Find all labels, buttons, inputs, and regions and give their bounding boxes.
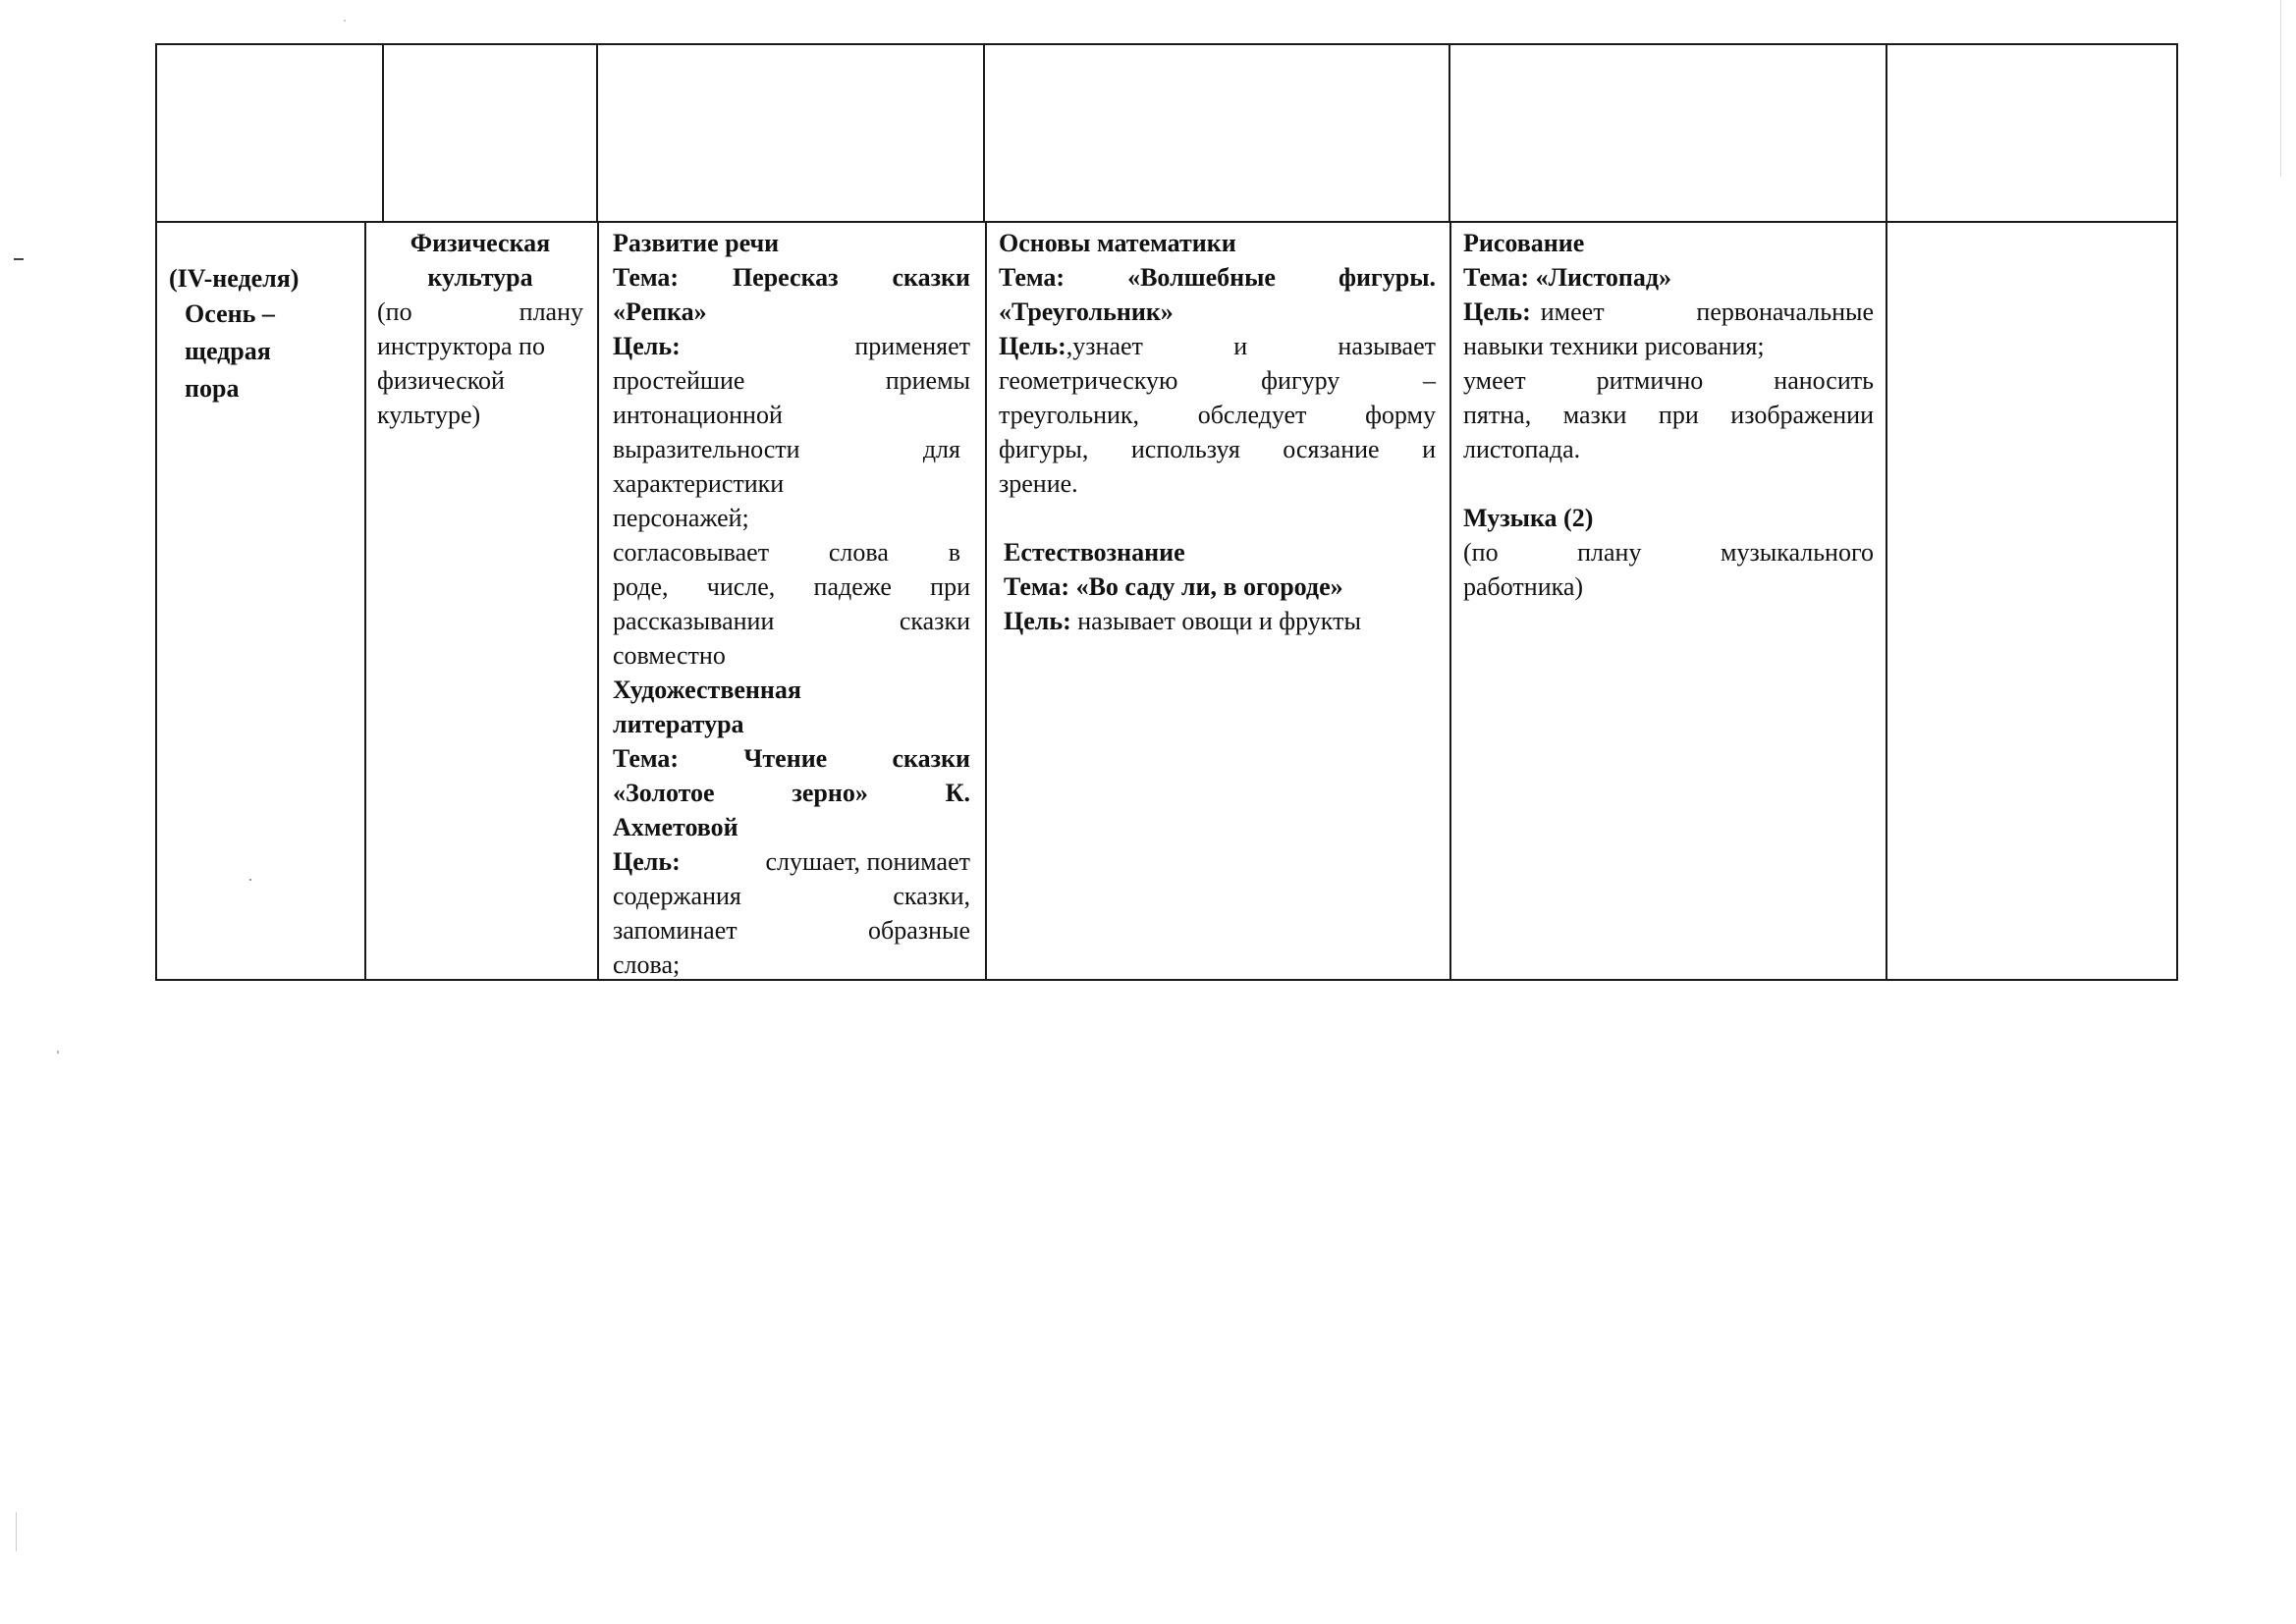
mathematics-cell: [999, 226, 1436, 638]
pe-text-line: культуре): [377, 401, 481, 429]
drawing-goal-text: имеет первоначальные: [1540, 298, 1874, 326]
math-subject: Основы математики: [999, 229, 1236, 257]
natural-science-goal: [999, 604, 1436, 638]
scan-dust: [344, 20, 346, 22]
drawing-goal-line: навыки техники рисования;: [1463, 332, 1765, 360]
speech-theme: «Репка»: [613, 298, 707, 326]
week-title-line: щедрая: [185, 337, 271, 365]
scan-edge-line: [2280, 0, 2281, 177]
drawing-theme: Тема: «Листопад»: [1463, 263, 1672, 292]
drawing-goal-label: Цель:: [1463, 298, 1531, 326]
literature-goal-label: Цель:: [613, 847, 681, 876]
drawing-goal-line: умеет ритмично наносить: [1463, 366, 1874, 395]
math-goal-text: ,узнает и называет: [1066, 332, 1436, 360]
math-theme: Тема: «Волшебные фигуры.: [999, 263, 1436, 292]
speech-goal-line: роде, числе, падеже при: [613, 572, 970, 601]
column-divider: [597, 221, 599, 981]
spacer: [1463, 466, 1874, 501]
table-border-bottom: [155, 979, 2178, 981]
column-divider: [983, 43, 985, 222]
literature-goal-line: запоминает образные: [613, 916, 970, 945]
lesson-plan-table: [155, 43, 2178, 981]
music-subject: Музыка (2): [1463, 504, 1594, 532]
math-goal-line: зрение.: [999, 469, 1078, 498]
spacer: [999, 501, 1436, 535]
speech-development-cell: [613, 226, 970, 982]
speech-goal-line: совместно: [613, 641, 726, 670]
math-goal-label: Цель:: [999, 332, 1066, 360]
scan-mark: [14, 258, 24, 260]
literature-theme: Тема: Чтение сказки: [613, 744, 970, 773]
drawing-goal-line: [1463, 295, 1874, 329]
week-cell: [169, 261, 360, 407]
math-goal-line: [999, 329, 1436, 363]
column-divider: [596, 43, 598, 222]
speech-goal-line: интонационной: [613, 401, 783, 429]
drawing-cell: [1463, 226, 1874, 604]
speech-goal-line: выразительности для: [613, 435, 960, 463]
literature-theme: «Золотое зерно» К.: [613, 779, 970, 807]
table-row-divider: [155, 221, 2178, 223]
drawing-goal-line: листопада.: [1463, 435, 1581, 463]
column-divider: [985, 221, 987, 981]
pe-text-line: (по плану: [377, 298, 583, 326]
table-border-top: [155, 43, 2178, 45]
speech-goal-line: персонажей;: [613, 504, 749, 532]
speech-goal-line: характеристики: [613, 469, 785, 498]
literature-subject: литература: [613, 710, 744, 738]
table-border-left: [155, 43, 157, 981]
speech-goal-label: Цель:: [613, 332, 681, 360]
physical-education-cell: [377, 226, 583, 432]
speech-goal-line: рассказывании сказки: [613, 607, 970, 635]
math-theme: «Треугольник»: [999, 298, 1174, 326]
math-goal-line: фигуры, используя осязание и: [999, 435, 1436, 463]
literature-subject: Художественная: [613, 676, 801, 704]
column-divider: [1886, 43, 1887, 222]
speech-subject: Развитие речи: [613, 229, 780, 257]
speech-goal-text: применяет: [854, 332, 970, 360]
literature-goal-line: [613, 844, 970, 879]
speech-goal-line: [613, 329, 970, 363]
pe-text-line: физической: [377, 366, 505, 395]
scan-dust: [249, 879, 251, 881]
natural-science-subject: Естествознание: [1004, 538, 1185, 567]
column-divider: [382, 43, 384, 222]
week-title-line: пора: [185, 374, 240, 403]
literature-goal-line: слова;: [613, 950, 681, 979]
column-divider: [1449, 43, 1450, 222]
natural-science-goal-label: Цель:: [1004, 607, 1071, 635]
music-text-line: (по плану музыкального: [1463, 538, 1874, 567]
week-label: (IV-неделя): [169, 264, 300, 293]
speech-theme: Тема: Пересказ сказки: [613, 263, 970, 292]
music-text-line: работника): [1463, 572, 1584, 601]
drawing-goal-line: пятна, мазки при изображении: [1463, 401, 1874, 429]
literature-goal-text: слушает, понимает: [765, 847, 970, 876]
natural-science-theme: Тема: «Во саду ли, в огороде»: [1004, 572, 1343, 601]
speech-goal-line: согласовывает слова в: [613, 538, 960, 567]
pe-title: Физическая: [410, 229, 551, 257]
speech-goal-line: простейшие приемы: [613, 366, 970, 395]
literature-goal-line: содержания сказки,: [613, 882, 970, 910]
pe-title: культура: [427, 263, 533, 292]
scan-dust: [57, 1051, 59, 1054]
week-title-line: Осень –: [185, 299, 275, 328]
scan-edge-line: [16, 1512, 17, 1551]
natural-science-goal-text: называет овощи и фрукты: [1077, 607, 1361, 635]
column-divider: [364, 221, 366, 981]
math-goal-line: треугольник, обследует форму: [999, 401, 1436, 429]
column-divider: [1449, 221, 1451, 981]
column-divider: [1886, 221, 1887, 981]
literature-theme: Ахметовой: [613, 813, 738, 841]
table-border-right: [2176, 43, 2178, 981]
pe-text-line: инструктора по: [377, 332, 545, 360]
drawing-subject: Рисование: [1463, 229, 1585, 257]
math-goal-line: геометрическую фигуру –: [999, 366, 1436, 395]
